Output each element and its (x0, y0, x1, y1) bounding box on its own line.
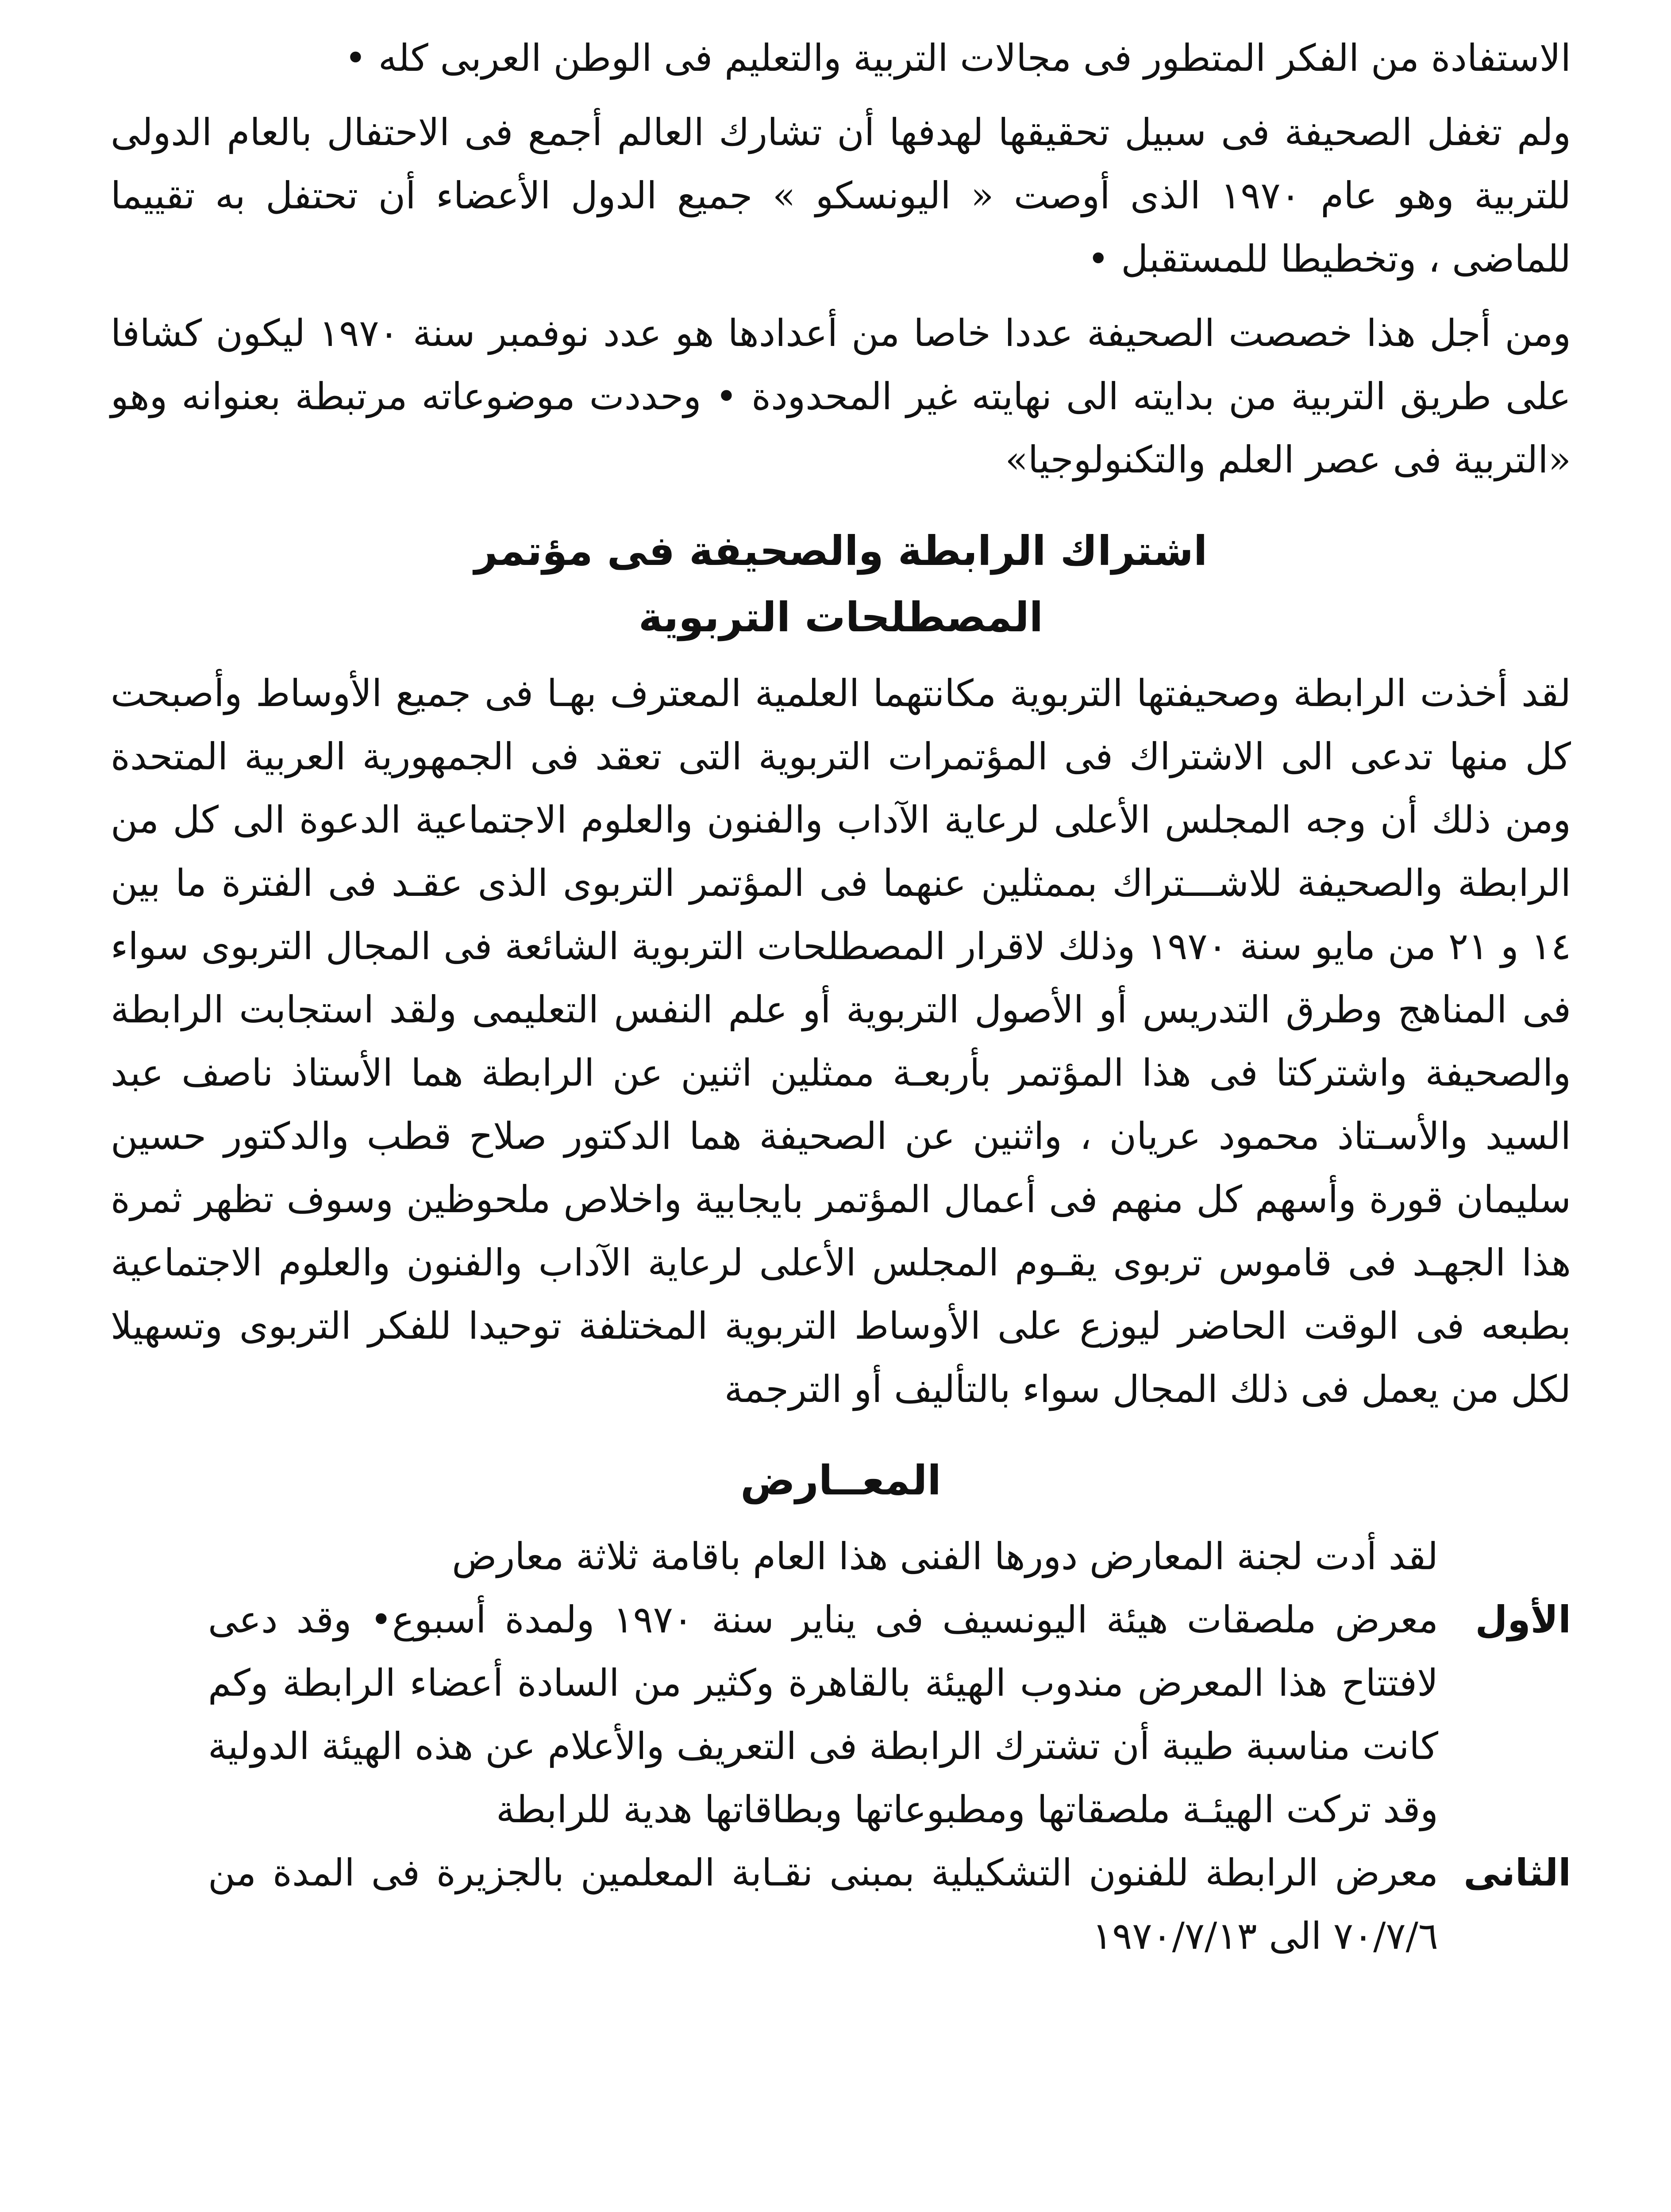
exhibit-text-second: معرض الرابطة للفنون التشكيلية بمبنى نقـابة المعلمين بالجزيرة فى المدة من ٧٠/٧/٦ الى ١٩٧٠/٧/١٣ (208, 1851, 1438, 1958)
paragraph-conference: لقد أخذت الرابطة وصحيفتها التربوية مكانتهما العلمية المعترف بهـا فى جميع الأوساط وأصبحت كل منها تدعى الى الاشتراك فى المؤتمرات التربوية التى تعقد فى الجمهورية العربية المتحدة ومن ذلك أن وجه المجلس الأعلى لرعاية الآداب والفنون والعلوم الاجتماعية الدعوة الى كل من الرابطة والصحيفة للاشـــتراك بممثلين عنهما فى المؤتمر التربوى الذى عقـد فى الفترة ما بين ١٤ و ٢١ من مايو سنة ١٩٧٠ وذلك لاقرار المصطلحات التربوية الشائعة فى المجال التربوى سواء فى المناهج وطرق التدريس أو الأصول التربوية أو علم النفس التعليمى ولقد استجابت الرابطة والصحيفة واشتركتا فى هذا المؤتمر بأربعـة ممثلين اثنين عن الرابطة هما الأستاذ ناصف عبد السيد والأسـتاذ محمود عريان ، واثنين عن الصحيفة هما الدكتور صلاح قطب والدكتور حسين سليمان قورة وأسهم كل منهم فى أعمال المؤتمر بايجابية واخلاص ملحوظين وسوف تظهر ثمرة هذا الجهـد فى قاموس تربوى يقـوم المجلس الأعلى لرعاية الآداب والفنون والعلوم الاجتماعية بطبعه فى الوقت الحاضر ليوزع على الأوساط التربوية المختلفة توحيدا للفكر التربوى وتسهيلا لكل من يعمل فى ذلك المجال سواء بالتأليف أو الترجمة (111, 672, 1571, 1411)
exhibit-text-first: معرض ملصقات هيئة اليونسيف فى يناير سنة ١٩٧٠ ولمدة أسبوع• وقد دعى لافتتاح هذا المعرض مندوب الهيئة بالقاهرة وكثير من السادة أعضاء الرابطة وكم كانت مناسبة طيبة أن تشترك الرابطة فى التعريف والأعلام عن هذه الهيئة الدولية وقد تركت الهيئـة ملصقاتها ومطبوعاتها وبطاقاتها هدية للرابطة (208, 1598, 1439, 1831)
paragraph-exhibitions-intro: لقد أدت لجنة المعارض دورها الفنى هذا العام باقامة ثلاثة معارض (452, 1535, 1438, 1578)
exhibit-label-first: الأول (1475, 1598, 1571, 1641)
exhibit-label-second: الثانى (1463, 1851, 1571, 1894)
paragraph-international-year: ولم تغفل الصحيفة فى سبيل تحقيقها لهدفها أن تشارك العالم أجمع فى الاحتفال بالعام الدولى للتربية وهو عام ١٩٧٠ الذى أوصت « اليونسكو » جميع الدول الأعضاء أن تحتفل به تقييما للماضى ، وتخطيطا للمستقبل • (111, 111, 1571, 280)
document-page (111, 27, 1571, 2212)
exhibit-item-second (111, 1841, 1571, 1968)
section-heading-conference-line1: اشتراك الرابطة والصحيفة فى مؤتمر (474, 527, 1208, 575)
section-heading-conference-line2: المصطلحات التربوية (638, 594, 1043, 641)
section-heading-exhibitions: المعــارض (740, 1457, 941, 1504)
paragraph-intro-ending: الاستفادة من الفكر المتطور فى مجالات التربية والتعليم فى الوطن العربى كله • (344, 36, 1571, 80)
paragraph-special-issue: ومن أجل هذا خصصت الصحيفة عددا خاصا من أعدادها هو عدد نوفمبر سنة ١٩٧٠ ليكون كشافا على طريق التربية من بدايته الى نهايته غير المحدودة • وحددت موضوعاته مرتبطة بعنوانه وهو «التربية فى عصر العلم والتكنولوجيا» (111, 311, 1571, 481)
exhibit-item-first (111, 1588, 1571, 1841)
